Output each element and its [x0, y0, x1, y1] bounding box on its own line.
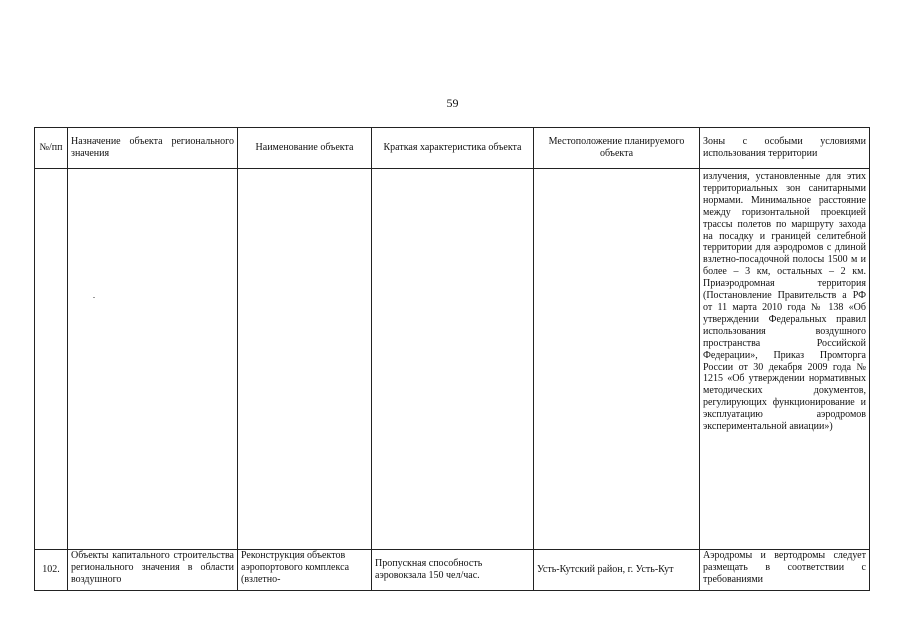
header-location: Местоположение планируемого объекта	[534, 128, 700, 169]
cell-zones-continued	[700, 169, 870, 550]
header-purpose: Назначение объекта регионального значения	[68, 128, 238, 169]
cell-name: Реконструкция объектов аэропортового комплекса (взлетно-	[238, 550, 372, 591]
objects-table	[34, 127, 870, 591]
cell-characteristic-empty	[372, 169, 534, 550]
table-row-continued	[35, 169, 870, 550]
header-name: Наименование объекта	[238, 128, 372, 169]
cell-purpose: Объекты капитального строительства регионального значения в области воздушного	[68, 550, 238, 591]
cell-location: Усть-Кутский район, г. Усть-Кут	[534, 550, 700, 591]
table-header-row	[35, 128, 870, 169]
table-row-102	[35, 550, 870, 591]
header-characteristic: Краткая характеристика объекта	[372, 128, 534, 169]
cell-purpose-empty	[68, 169, 238, 550]
zones-continued-last-line: экспериментальной авиации»)	[703, 421, 833, 433]
page-number: 59	[446, 96, 459, 110]
cell-characteristic: Пропускная способность аэровокзала 150 чел/час.	[372, 550, 534, 591]
cell-name-empty	[238, 169, 372, 550]
cell-zones: Аэродромы и вертодромы следует размещать в соответствии с требованиями	[700, 550, 870, 591]
cell-num: 102.	[35, 550, 68, 591]
cell-num-empty	[35, 169, 68, 550]
zones-continued-text: излучения, установленные для этих территориальных зон санитарными нормами. Минимальное расстояние между горизонтальной проекцией трассы полетов по маршруту захода на посадку и границей селитебной территории для аэродромов с длиной взлетно-посадочной полосы 1500 м и более – 3 км, остальных – 2 км. Приаэродромная территория (Постановление Правительств а РФ от 11 марта 2010 года № 138 «Об утверждении Федеральных правил использования воздушного пространства Российской Федерации», Приказ Промторга России от 30 декабря 2009 года № 1215 «Об утверждении нормативных методических документов, регулирующих функционирование и эксплуатацию аэродромов	[703, 171, 866, 421]
cell-location-empty	[534, 169, 700, 550]
header-num: №/пп	[35, 128, 68, 169]
header-zones: Зоны с особыми условиями использования территории	[700, 128, 870, 169]
